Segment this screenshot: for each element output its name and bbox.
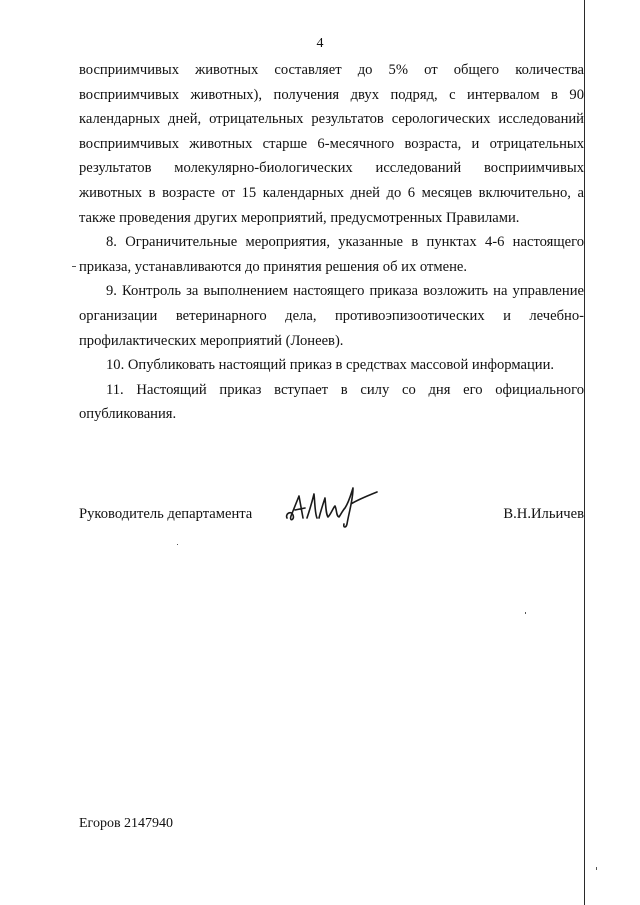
page-number: 4 [316, 36, 324, 51]
paragraph-9: 9. Контроль за выполнением настоящего приказа возложить на управление организации ветеринарного дела, противоэпизоотических и лечебно-профилактических мероприятий (Лонеев). [79, 283, 584, 349]
scan-speck [525, 612, 526, 614]
signatory-position: Руководитель департамента [79, 506, 253, 522]
paragraph-11: 11. Настоящий приказ вступает в силу со дня его официального опубликования. [79, 381, 584, 423]
paragraph-continuation: восприимчивых животных составляет до 5% от общего количества восприимчивых животных), получения двух подряд, с интервалом в 90 календарных дней, отрицательных результатов серологических исследований восприимчивых животных старше 6-месячного возраста, и отрицательных результатов молекулярно-биологических исследований восприимчивых животных в возрасте от 15 календарных дней до 6 месяцев включительно, а также проведения других мероприятий, предусмотренных Правилами. [79, 62, 584, 226]
handwritten-signature [281, 484, 381, 532]
executor-info: Егоров 2147940 [79, 816, 174, 831]
scan-speck [596, 867, 597, 870]
scan-speck [177, 544, 178, 545]
scan-speck [72, 266, 76, 267]
paragraph-10: 10. Опубликовать настоящий приказ в средствах массовой информации. [106, 357, 555, 374]
signature-block [79, 506, 584, 530]
signatory-name: В.Н.Ильичев [503, 506, 584, 522]
document-body [79, 58, 584, 427]
scan-edge-line [584, 0, 585, 905]
paragraph-8: 8. Ограничительные мероприятия, указанные в пунктах 4-6 настоящего приказа, устанавливаются до принятия решения об их отмене. [79, 234, 584, 275]
